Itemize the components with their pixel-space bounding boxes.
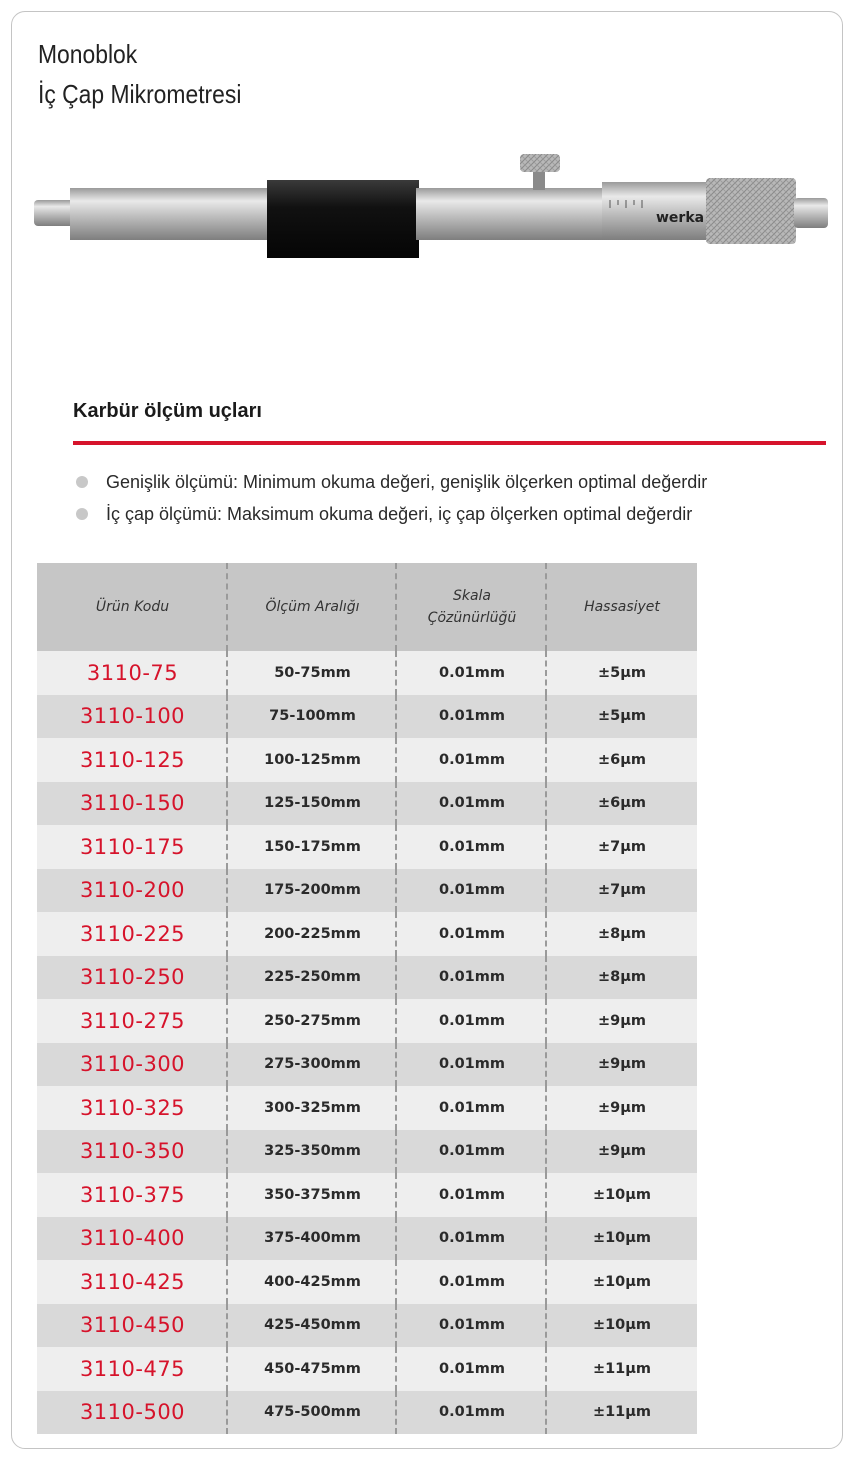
- spec-table: [37, 563, 697, 1434]
- cell-product-code: 3110-150: [37, 782, 228, 826]
- cell-product-code: 3110-425: [37, 1260, 228, 1304]
- table-row: [37, 999, 697, 1043]
- cell-product-code: 3110-125: [37, 738, 228, 782]
- bullet-icon: [76, 476, 88, 488]
- cell-measuring-range: 100-125mm: [228, 738, 397, 782]
- section-divider: [73, 441, 826, 445]
- table-row: [37, 1260, 697, 1304]
- list-item: [76, 498, 707, 530]
- bullet-icon: [76, 508, 88, 520]
- list-item: [76, 466, 707, 498]
- cell-accuracy: ±8µm: [597, 969, 647, 986]
- cell-scale-resolution: 0.01mm: [397, 1086, 547, 1130]
- title-line-1: Monoblok: [38, 39, 138, 69]
- table-row: [37, 1347, 697, 1391]
- section-heading: Karbür ölçüm uçları: [73, 400, 262, 422]
- cell-accuracy: ±10µm: [592, 1230, 652, 1247]
- table-row: [37, 1304, 697, 1348]
- table-row: [37, 825, 697, 869]
- table-row: [37, 738, 697, 782]
- cell-accuracy: ±10µm: [592, 1273, 652, 1290]
- cell-measuring-range: 150-175mm: [228, 825, 397, 869]
- cell-scale-resolution: 0.01mm: [397, 738, 547, 782]
- cell-measuring-range: 275-300mm: [228, 1043, 397, 1087]
- bullet-text: Genişlik ölçümü: Minimum okuma değeri, genişlik ölçerken optimal değerdir: [106, 471, 708, 492]
- cell-accuracy: ±6µm: [597, 751, 647, 768]
- page-title: [38, 34, 241, 114]
- cell-accuracy: ±5µm: [597, 664, 647, 681]
- cell-product-code: 3110-275: [37, 999, 228, 1043]
- table-row: [37, 912, 697, 956]
- cell-product-code: 3110-100: [37, 695, 228, 739]
- feature-list: [76, 466, 707, 530]
- header-accuracy: Hassasiyet: [584, 599, 660, 615]
- cell-scale-resolution: 0.01mm: [397, 1260, 547, 1304]
- table-row: [37, 869, 697, 913]
- cell-measuring-range: 475-500mm: [228, 1391, 397, 1435]
- cell-scale-resolution: 0.01mm: [397, 869, 547, 913]
- cell-scale-resolution: 0.01mm: [397, 695, 547, 739]
- header-product-code: Ürün Kodu: [37, 563, 228, 651]
- title-line-2: İç Çap Mikrometresi: [38, 79, 242, 109]
- table-row: [37, 782, 697, 826]
- table-row: [37, 695, 697, 739]
- table-header: [37, 563, 697, 651]
- cell-accuracy: ±5µm: [597, 708, 647, 725]
- brand-logo: werka: [656, 210, 705, 226]
- cell-measuring-range: 225-250mm: [228, 956, 397, 1000]
- cell-measuring-range: 350-375mm: [228, 1173, 397, 1217]
- cell-product-code: 3110-500: [37, 1391, 228, 1435]
- cell-scale-resolution: 0.01mm: [397, 999, 547, 1043]
- cell-product-code: 3110-300: [37, 1043, 228, 1087]
- cell-accuracy: ±11µm: [592, 1360, 652, 1377]
- cell-scale-resolution: 0.01mm: [397, 1304, 547, 1348]
- cell-scale-resolution: 0.01mm: [397, 1347, 547, 1391]
- cell-measuring-range: 325-350mm: [228, 1130, 397, 1174]
- cell-product-code: 3110-200: [37, 869, 228, 913]
- cell-scale-resolution: 0.01mm: [397, 912, 547, 956]
- table-row: [37, 1173, 697, 1217]
- cell-scale-resolution: 0.01mm: [397, 651, 547, 695]
- cell-product-code: 3110-475: [37, 1347, 228, 1391]
- cell-scale-resolution: 0.01mm: [397, 1391, 547, 1435]
- cell-measuring-range: 300-325mm: [228, 1086, 397, 1130]
- cell-product-code: 3110-75: [37, 651, 228, 695]
- cell-scale-resolution: 0.01mm: [397, 1043, 547, 1087]
- header-measuring-range: Ölçüm Aralığı: [228, 563, 397, 651]
- cell-accuracy: ±11µm: [592, 1404, 652, 1421]
- table-row: [37, 956, 697, 1000]
- cell-product-code: 3110-175: [37, 825, 228, 869]
- cell-scale-resolution: 0.01mm: [397, 1217, 547, 1261]
- cell-product-code: 3110-375: [37, 1173, 228, 1217]
- table-row: [37, 651, 697, 695]
- cell-accuracy: ±10µm: [592, 1317, 652, 1334]
- cell-scale-resolution: 0.01mm: [397, 782, 547, 826]
- cell-measuring-range: 425-450mm: [228, 1304, 397, 1348]
- cell-scale-resolution: 0.01mm: [397, 956, 547, 1000]
- cell-product-code: 3110-250: [37, 956, 228, 1000]
- cell-scale-resolution: 0.01mm: [397, 825, 547, 869]
- cell-measuring-range: 375-400mm: [228, 1217, 397, 1261]
- cell-accuracy: ±7µm: [597, 838, 647, 855]
- cell-measuring-range: 250-275mm: [228, 999, 397, 1043]
- cell-measuring-range: 400-425mm: [228, 1260, 397, 1304]
- cell-measuring-range: 175-200mm: [228, 869, 397, 913]
- table-row: [37, 1217, 697, 1261]
- table-row: [37, 1086, 697, 1130]
- table-row: [37, 1391, 697, 1435]
- cell-scale-resolution: 0.01mm: [397, 1130, 547, 1174]
- header-scale-resolution: Skala Çözünürlüğü: [397, 563, 547, 651]
- table-row: [37, 1130, 697, 1174]
- cell-accuracy: ±9µm: [597, 1099, 647, 1116]
- micrometer-image: [30, 150, 830, 260]
- cell-measuring-range: 125-150mm: [228, 782, 397, 826]
- cell-accuracy: ±9µm: [597, 1012, 647, 1029]
- cell-product-code: 3110-350: [37, 1130, 228, 1174]
- cell-measuring-range: 200-225mm: [228, 912, 397, 956]
- table-row: [37, 1043, 697, 1087]
- cell-product-code: 3110-325: [37, 1086, 228, 1130]
- cell-measuring-range: 75-100mm: [228, 695, 397, 739]
- bullet-text: İç çap ölçümü: Maksimum okuma değeri, iç çap ölçerken optimal değerdir: [106, 503, 693, 524]
- cell-accuracy: ±8µm: [597, 925, 647, 942]
- cell-accuracy: ±10µm: [592, 1186, 652, 1203]
- cell-scale-resolution: 0.01mm: [397, 1173, 547, 1217]
- cell-measuring-range: 50-75mm: [228, 651, 397, 695]
- cell-accuracy: ±9µm: [597, 1056, 647, 1073]
- table-body: [37, 651, 697, 1434]
- cell-product-code: 3110-450: [37, 1304, 228, 1348]
- cell-accuracy: ±9µm: [597, 1143, 647, 1160]
- cell-product-code: 3110-400: [37, 1217, 228, 1261]
- cell-accuracy: ±7µm: [597, 882, 647, 899]
- cell-measuring-range: 450-475mm: [228, 1347, 397, 1391]
- cell-accuracy: ±6µm: [597, 795, 647, 812]
- cell-product-code: 3110-225: [37, 912, 228, 956]
